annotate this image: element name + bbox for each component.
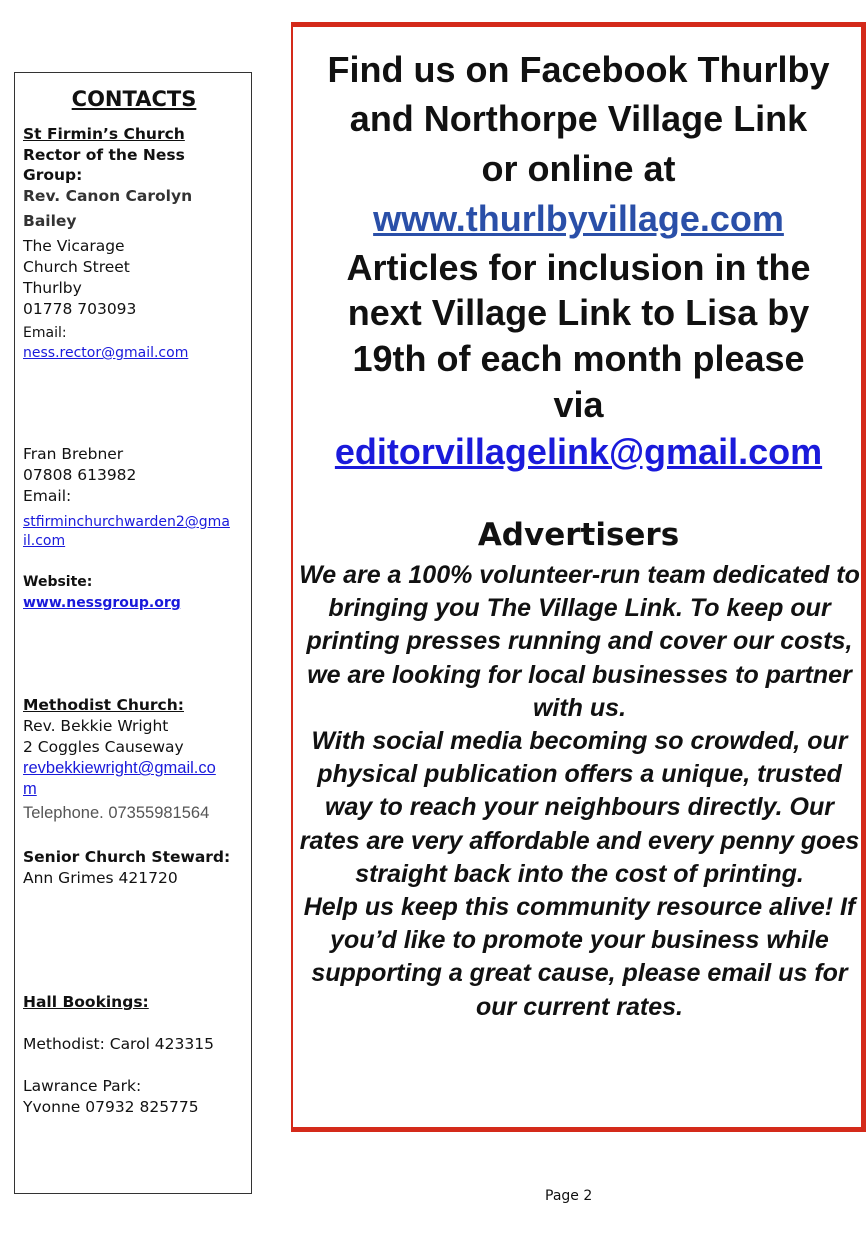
methodist-address: 2 Coggles Causeway	[23, 738, 184, 756]
email-label: Email:	[23, 325, 67, 341]
advertisers-text	[299, 559, 860, 1024]
advertisers-paragraph: Help us keep this community resource alive! If you’d like to promote your business while supporting a great cause, please email us for our current rates.	[303, 893, 856, 1021]
hall-methodist: Methodist: Carol 423315	[23, 1035, 214, 1053]
promo-line: or online at	[481, 148, 676, 189]
methodist-email-link[interactable]: m	[23, 780, 37, 798]
methodist-email-link[interactable]: revbekkiewright@gmail.co	[23, 759, 216, 777]
contacts-panel	[14, 72, 252, 1194]
website-link[interactable]: www.nessgroup.org	[23, 595, 181, 611]
email-label: Email:	[23, 487, 72, 505]
rector-role: Group:	[23, 166, 83, 184]
methodist-phone: Telephone. 07355981564	[23, 804, 210, 822]
rector-role: Rector of the Ness	[23, 146, 185, 164]
editor-email-link[interactable]: editorvillagelink@gmail.com	[334, 431, 823, 472]
advertisers-paragraph: We are a 100% volunteer-run team dedicated to bringing you The Village Link. To keep our printing presses running and cover our costs, we are looking for local businesses to partner with us.	[299, 561, 860, 722]
website-link[interactable]: www.thurlbyvillage.com	[373, 198, 784, 239]
methodist-minister: Rev. Bekkie Wright	[23, 717, 169, 735]
hall-heading: Hall Bookings:	[23, 993, 149, 1011]
promo-box	[291, 22, 866, 1132]
website-label: Website:	[23, 574, 93, 590]
warden-name: Fran Brebner	[23, 445, 124, 463]
warden-email-link[interactable]: stfirminchurchwarden2@gma	[23, 514, 230, 530]
articles-line: next Village Link to Lisa by	[347, 292, 810, 333]
rector-name: Rev. Canon Carolyn	[23, 187, 193, 205]
hall-park: Lawrance Park:	[23, 1077, 142, 1095]
address-line: Thurlby	[23, 279, 82, 297]
steward-heading: Senior Church Steward:	[23, 848, 231, 866]
rector-name: Bailey	[23, 212, 77, 230]
address-line: The Vicarage	[23, 237, 125, 255]
page-number: Page 2	[545, 1188, 593, 1204]
church-heading: St Firmin’s Church	[23, 125, 185, 143]
steward: Ann Grimes 421720	[23, 869, 178, 887]
promo-line: and Northorpe Village Link	[349, 98, 808, 139]
rector-phone: 01778 703093	[23, 300, 137, 318]
contacts-title: CONTACTS	[71, 87, 197, 111]
articles-line: via	[553, 384, 604, 425]
address-line: Church Street	[23, 258, 130, 276]
articles-line: Articles for inclusion in the	[346, 247, 811, 288]
promo-line: Find us on Facebook Thurlby	[327, 49, 830, 90]
warden-phone: 07808 613982	[23, 466, 137, 484]
warden-email-link[interactable]: il.com	[23, 533, 66, 549]
hall-park: Yvonne 07932 825775	[23, 1098, 199, 1116]
advertisers-paragraph: With social media becoming so crowded, our physical publication offers a unique, trusted way to reach your neighbours directly. Our rates are very affordable and every penny goes straight back into the cost of printing.	[299, 727, 860, 888]
methodist-heading: Methodist Church:	[23, 696, 184, 714]
advertisers-heading: Advertisers	[477, 517, 680, 553]
rector-email-link[interactable]: ness.rector@gmail.com	[23, 345, 189, 361]
articles-line: 19th of each month please	[352, 338, 805, 379]
